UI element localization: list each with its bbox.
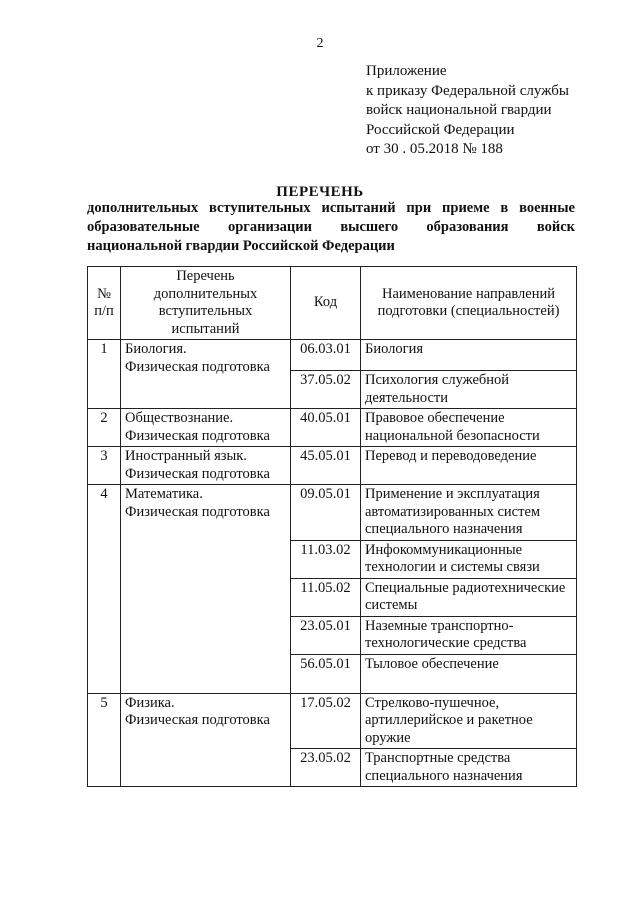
row-code: 23.05.01 [291,616,361,654]
header-tests: Перечень дополнительных вступительных испытаний [121,267,291,340]
test-line: Физическая подготовка [125,358,270,375]
test-line: Физическая подготовка [125,503,270,520]
row-name: Стрелково-пушечное, артиллерийское и ракетное оружие [361,693,577,749]
table-row [88,485,577,541]
row-tests [121,340,291,409]
document-subtitle [87,199,575,256]
page-number: 2 [316,36,324,51]
test-line: Математика. [125,486,203,502]
row-name: Наземные транспортно-технологические средства [361,616,577,654]
row-number: 5 [88,693,121,787]
row-code: 45.05.01 [291,447,361,485]
row-code: 23.05.02 [291,749,361,787]
row-tests [121,485,291,694]
appendix-line: Приложение [366,63,447,79]
header-code: Код [291,267,361,340]
row-code: 09.05.01 [291,485,361,541]
row-number: 3 [88,447,121,485]
row-code: 11.03.02 [291,540,361,578]
row-code: 37.05.02 [291,371,361,409]
table-header-row [88,267,577,340]
row-tests [121,409,291,447]
appendix-line: войск национальной гвардии [366,102,552,118]
row-name: Тыловое обеспечение [361,654,577,693]
appendix-block [366,62,569,160]
subtitle-line: образовательные организации высшего образования войск [87,219,575,235]
row-code: 11.05.02 [291,578,361,616]
table-row [88,409,577,447]
row-name: Правовое обеспечение национальной безопасности [361,409,577,447]
test-line: Иностранный язык. [125,448,247,464]
row-code: 06.03.01 [291,340,361,371]
row-tests [121,693,291,787]
subtitle-line: национальной гвардии Российской Федерации [87,238,395,254]
tests-table [87,266,577,787]
test-line: Обществознание. [125,410,234,426]
appendix-line: к приказу Федеральной службы [366,82,570,99]
header-name: Наименование направлений подготовки (специальностей) [361,267,577,340]
table-row [88,447,577,485]
row-name: Применение и эксплуатация автоматизированных систем специального назначения [361,485,577,541]
subtitle-line: дополнительных вступительных испытаний при приеме в военные [87,200,575,216]
appendix-line: от 30 . 05.2018 № 188 [366,141,503,157]
row-code: 40.05.01 [291,409,361,447]
row-name: Транспортные средства специального назначения [361,749,577,787]
row-number: 1 [88,340,121,409]
test-line: Физическая подготовка [125,427,270,444]
row-tests [121,447,291,485]
test-line: Физическая подготовка [125,712,270,728]
document-title: ПЕРЕЧЕНЬ [276,184,364,200]
test-line: Физика. [125,694,175,711]
row-name: Перевод и переводоведение [361,447,577,485]
table-row [88,340,577,371]
table-row [88,693,577,749]
row-name: Инфокоммуникационные технологии и системы связи [361,540,577,578]
header-num: № п/п [88,267,121,340]
row-name: Биология [361,340,577,371]
row-code: 56.05.01 [291,654,361,693]
test-line: Физическая подготовка [125,465,270,482]
appendix-line: Российской Федерации [366,121,515,138]
row-name: Специальные радиотехнические системы [361,578,577,616]
row-number: 4 [88,485,121,694]
row-code: 17.05.02 [291,693,361,749]
row-name: Психология служебной деятельности [361,371,577,409]
row-number: 2 [88,409,121,447]
test-line: Биология. [125,341,187,357]
